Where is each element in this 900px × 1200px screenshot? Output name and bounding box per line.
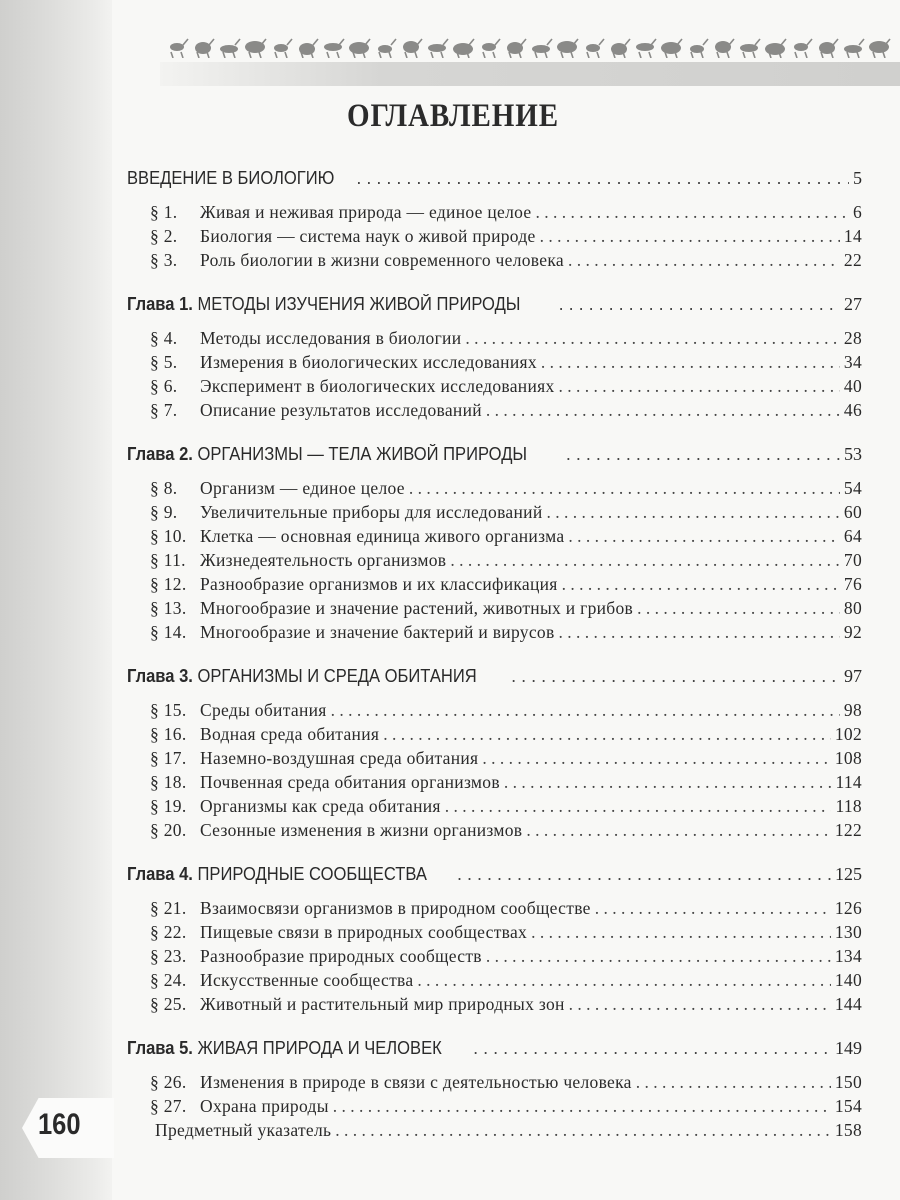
toc-item[interactable] bbox=[127, 724, 862, 748]
paragraph-number: § 20. bbox=[150, 820, 187, 840]
chapter-page: 125 bbox=[835, 864, 862, 884]
toc-item[interactable] bbox=[127, 526, 862, 550]
chapter-page: 149 bbox=[835, 1038, 862, 1058]
toc-section bbox=[127, 168, 862, 274]
chapter-name: ОРГАНИЗМЫ И СРЕДА ОБИТАНИЯ bbox=[197, 666, 477, 686]
animal-silhouette-icon bbox=[844, 45, 862, 53]
dot-leader bbox=[457, 864, 831, 885]
paragraph-page: 134 bbox=[834, 946, 862, 966]
paragraph-page: 144 bbox=[834, 994, 862, 1014]
dot-leader bbox=[409, 478, 840, 499]
toc-item[interactable] bbox=[127, 898, 862, 922]
paragraph-number: § 18. bbox=[150, 772, 187, 792]
chapter-name: ПРИРОДНЫЕ СООБЩЕСТВА bbox=[197, 864, 427, 884]
paragraph-title: Описание результатов исследований bbox=[200, 400, 482, 420]
dot-leader bbox=[569, 994, 831, 1015]
toc-item[interactable] bbox=[127, 598, 862, 622]
header-band bbox=[160, 62, 900, 86]
toc-item[interactable] bbox=[127, 226, 862, 250]
paragraph-number: § 26. bbox=[150, 1072, 187, 1092]
paragraph-page: 102 bbox=[834, 724, 862, 744]
animal-silhouette-icon bbox=[690, 45, 704, 53]
toc-section bbox=[127, 1038, 862, 1144]
paragraph-number: § 24. bbox=[150, 970, 187, 990]
dot-leader bbox=[595, 898, 831, 919]
toc-item[interactable] bbox=[127, 478, 862, 502]
dot-leader bbox=[566, 444, 840, 465]
paragraph-title: Клетка — основная единица живого организма bbox=[200, 526, 565, 546]
chapter-number: Глава 5. bbox=[127, 1038, 193, 1058]
toc-item[interactable] bbox=[127, 748, 862, 772]
paragraph-number: § 1. bbox=[150, 202, 178, 222]
paragraph-page: 34 bbox=[843, 352, 862, 372]
paragraph-number: § 7. bbox=[150, 400, 178, 420]
toc-item[interactable] bbox=[127, 946, 862, 970]
toc-item[interactable] bbox=[127, 700, 862, 724]
paragraph-title: Сезонные изменения в жизни организмов bbox=[200, 820, 523, 840]
dot-leader bbox=[450, 550, 840, 571]
table-of-contents bbox=[127, 168, 862, 1164]
paragraph-title: Многообразие и значение бактерий и вирусов bbox=[200, 622, 555, 642]
dot-leader bbox=[331, 700, 840, 721]
toc-section bbox=[127, 294, 862, 424]
paragraph-page: 54 bbox=[843, 478, 862, 498]
animal-silhouette-icon bbox=[532, 45, 550, 53]
toc-item[interactable] bbox=[127, 994, 862, 1018]
paragraph-title: Почвенная среда обитания организмов bbox=[200, 772, 500, 792]
dot-leader bbox=[486, 400, 840, 421]
chapter-heading[interactable] bbox=[127, 1038, 862, 1064]
paragraph-number: § 2. bbox=[150, 226, 178, 246]
paragraph-title: Жизнедеятельность организмов bbox=[200, 550, 447, 570]
dot-leader bbox=[559, 294, 840, 315]
paragraph-page: 28 bbox=[843, 328, 862, 348]
toc-item[interactable] bbox=[127, 622, 862, 646]
page-gutter bbox=[0, 0, 118, 1200]
chapter-heading[interactable] bbox=[127, 666, 862, 692]
chapter-heading[interactable] bbox=[127, 864, 862, 890]
dot-leader bbox=[568, 250, 840, 271]
toc-item[interactable] bbox=[127, 1096, 862, 1120]
chapter-number: Глава 2. bbox=[127, 444, 193, 464]
dot-leader bbox=[465, 328, 839, 349]
paragraph-page: 40 bbox=[843, 376, 862, 396]
dot-leader bbox=[636, 1072, 831, 1093]
toc-item[interactable] bbox=[127, 376, 862, 400]
dot-leader bbox=[540, 226, 840, 247]
paragraph-title: Увеличительные приборы для исследований bbox=[200, 502, 543, 522]
chapter-heading[interactable] bbox=[127, 444, 862, 470]
paragraph-title: Искусственные сообщества bbox=[200, 970, 414, 990]
chapter-page: 53 bbox=[844, 444, 862, 464]
paragraph-title: Животный и растительный мир природных зон bbox=[200, 994, 565, 1014]
paragraph-page: 98 bbox=[843, 700, 862, 720]
toc-section bbox=[127, 666, 862, 844]
dot-leader bbox=[637, 598, 840, 619]
paragraph-title: Измерения в биологических исследованиях bbox=[200, 352, 537, 372]
paragraph-page: 80 bbox=[843, 598, 862, 618]
dot-leader bbox=[536, 202, 849, 223]
paragraph-title: Биология — система наук о живой природе bbox=[200, 226, 536, 246]
dot-leader bbox=[547, 502, 840, 523]
toc-item[interactable] bbox=[127, 328, 862, 352]
paragraph-number: § 12. bbox=[150, 574, 187, 594]
paragraph-number: § 9. bbox=[150, 502, 178, 522]
page-number: 160 bbox=[38, 1108, 81, 1141]
chapter-name: ВВЕДЕНИЕ В БИОЛОГИЮ bbox=[127, 168, 335, 188]
dot-leader bbox=[568, 526, 840, 547]
toc-item[interactable] bbox=[127, 772, 862, 796]
chapter-title bbox=[127, 444, 527, 465]
paragraph-title: Методы исследования в биологии bbox=[200, 328, 462, 348]
chapter-title bbox=[127, 294, 520, 315]
paragraph-title: Изменения в природе в связи с деятельностью человека bbox=[200, 1072, 632, 1092]
paragraph-title: Многообразие и значение растений, животных и грибов bbox=[200, 598, 634, 618]
animal-silhouette-icon bbox=[220, 45, 238, 53]
paragraph-title: Среды обитания bbox=[200, 700, 327, 720]
dot-leader bbox=[356, 168, 849, 189]
paragraph-title: Пищевые связи в природных сообществах bbox=[200, 922, 528, 942]
animal-silhouette-icon bbox=[378, 45, 392, 53]
toc-item[interactable] bbox=[127, 922, 862, 946]
paragraph-page: 14 bbox=[843, 226, 862, 246]
animal-silhouette-icon bbox=[170, 43, 184, 51]
index-title: Предметный указатель bbox=[155, 1120, 332, 1140]
paragraph-number: § 17. bbox=[150, 748, 187, 768]
paragraph-page: 122 bbox=[834, 820, 862, 840]
paragraph-number: § 23. bbox=[150, 946, 187, 966]
paragraph-title: Разнообразие природных сообществ bbox=[200, 946, 482, 966]
paragraph-page: 108 bbox=[834, 748, 862, 768]
dot-leader bbox=[559, 622, 840, 643]
dot-leader bbox=[482, 748, 830, 769]
dot-leader bbox=[335, 1120, 831, 1141]
dot-leader bbox=[473, 1038, 831, 1059]
dot-leader bbox=[541, 352, 840, 373]
paragraph-number: § 14. bbox=[150, 622, 187, 642]
paragraph-number: § 10. bbox=[150, 526, 187, 546]
paragraph-number: § 8. bbox=[150, 478, 178, 498]
toc-section bbox=[127, 864, 862, 1018]
chapter-name: ОРГАНИЗМЫ — ТЕЛА ЖИВОЙ ПРИРОДЫ bbox=[197, 444, 528, 464]
paragraph-number: § 3. bbox=[150, 250, 178, 270]
dot-leader bbox=[531, 922, 831, 943]
dot-leader bbox=[383, 724, 831, 745]
animal-silhouette-icon bbox=[586, 44, 600, 52]
chapter-number: Глава 4. bbox=[127, 864, 193, 884]
toc-item[interactable] bbox=[127, 574, 862, 598]
animal-silhouette-icon bbox=[715, 41, 731, 53]
toc-item[interactable] bbox=[127, 250, 862, 274]
paragraph-number: § 21. bbox=[150, 898, 187, 918]
dot-leader bbox=[562, 574, 840, 595]
chapter-title bbox=[127, 666, 477, 687]
paragraph-page: 76 bbox=[843, 574, 862, 594]
paragraph-title: Эксперимент в биологических исследованиях bbox=[200, 376, 555, 396]
paragraph-title: Живая и неживая природа — единое целое bbox=[200, 202, 532, 222]
toc-item[interactable] bbox=[127, 202, 862, 226]
animal-silhouette-icon bbox=[482, 43, 496, 51]
animal-silhouette-icon bbox=[274, 44, 288, 52]
paragraph-page: 46 bbox=[843, 400, 862, 420]
paragraph-page: 6 bbox=[852, 202, 862, 222]
chapter-page: 97 bbox=[844, 666, 862, 686]
toc-section bbox=[127, 444, 862, 646]
paragraph-number: § 19. bbox=[150, 796, 187, 816]
chapter-title bbox=[127, 864, 427, 885]
chapter-title bbox=[127, 1038, 442, 1059]
paragraph-title: Роль биологии в жизни современного человека bbox=[200, 250, 564, 270]
paragraph-title: Разнообразие организмов и их классификация bbox=[200, 574, 558, 594]
paragraph-page: 70 bbox=[843, 550, 862, 570]
paragraph-page: 114 bbox=[835, 772, 862, 792]
chapter-name: ЖИВАЯ ПРИРОДА И ЧЕЛОВЕК bbox=[197, 1038, 442, 1058]
toc-item[interactable] bbox=[127, 796, 862, 820]
paragraph-page: 118 bbox=[835, 796, 862, 816]
dot-leader bbox=[511, 666, 840, 687]
paragraph-number: § 13. bbox=[150, 598, 187, 618]
paragraph-number: § 6. bbox=[150, 376, 178, 396]
animal-ornament-strip-icon bbox=[165, 36, 900, 58]
paragraph-number: § 25. bbox=[150, 994, 187, 1014]
chapter-heading[interactable] bbox=[127, 168, 862, 194]
toc-item[interactable] bbox=[127, 400, 862, 424]
toc-item[interactable] bbox=[127, 820, 862, 844]
paragraph-page: 130 bbox=[834, 922, 862, 942]
paragraph-title: Охрана природы bbox=[200, 1096, 329, 1116]
paragraph-page: 154 bbox=[834, 1096, 862, 1116]
dot-leader bbox=[504, 772, 832, 793]
paragraph-title: Организм — единое целое bbox=[200, 478, 405, 498]
paragraph-title: Организмы как среда обитания bbox=[200, 796, 441, 816]
chapter-name: МЕТОДЫ ИЗУЧЕНИЯ ЖИВОЙ ПРИРОДЫ bbox=[197, 294, 521, 314]
paragraph-page: 150 bbox=[834, 1072, 862, 1092]
paragraph-number: § 5. bbox=[150, 352, 178, 372]
index-page: 158 bbox=[834, 1120, 862, 1140]
chapter-page: 27 bbox=[844, 294, 862, 314]
dot-leader bbox=[526, 820, 830, 841]
paragraph-page: 140 bbox=[834, 970, 862, 990]
paragraph-page: 126 bbox=[834, 898, 862, 918]
paragraph-title: Водная среда обитания bbox=[200, 724, 380, 744]
animal-silhouette-icon bbox=[403, 41, 419, 53]
animal-silhouette-icon bbox=[794, 43, 808, 51]
toc-item[interactable] bbox=[127, 550, 862, 574]
dot-leader bbox=[486, 946, 831, 967]
dot-leader bbox=[417, 970, 830, 991]
dot-leader bbox=[333, 1096, 831, 1117]
toc-item[interactable] bbox=[127, 970, 862, 994]
toc-item[interactable] bbox=[127, 502, 862, 526]
chapter-number: Глава 1. bbox=[127, 294, 193, 314]
toc-item[interactable] bbox=[127, 352, 862, 376]
paragraph-page: 60 bbox=[843, 502, 862, 522]
paragraph-page: 22 bbox=[843, 250, 862, 270]
toc-item[interactable] bbox=[127, 1072, 862, 1096]
paragraph-number: § 22. bbox=[150, 922, 187, 942]
dot-leader bbox=[445, 796, 832, 817]
paragraph-number: § 15. bbox=[150, 700, 187, 720]
chapter-title bbox=[127, 168, 334, 189]
paragraph-number: § 16. bbox=[150, 724, 187, 744]
paragraph-title: Взаимосвязи организмов в природном сообществе bbox=[200, 898, 591, 918]
chapter-number: Глава 3. bbox=[127, 666, 193, 686]
paragraph-number: § 4. bbox=[150, 328, 178, 348]
page-title: ОГЛАВЛЕНИЕ bbox=[347, 98, 559, 134]
chapter-heading[interactable] bbox=[127, 294, 862, 320]
paragraph-number: § 27. bbox=[150, 1096, 187, 1116]
chapter-page: 5 bbox=[853, 168, 862, 188]
index-entry[interactable] bbox=[127, 1120, 862, 1144]
paragraph-title: Наземно-воздушная среда обитания bbox=[200, 748, 479, 768]
paragraph-page: 64 bbox=[843, 526, 862, 546]
dot-leader bbox=[559, 376, 840, 397]
paragraph-page: 92 bbox=[843, 622, 862, 642]
paragraph-number: § 11. bbox=[150, 550, 186, 570]
